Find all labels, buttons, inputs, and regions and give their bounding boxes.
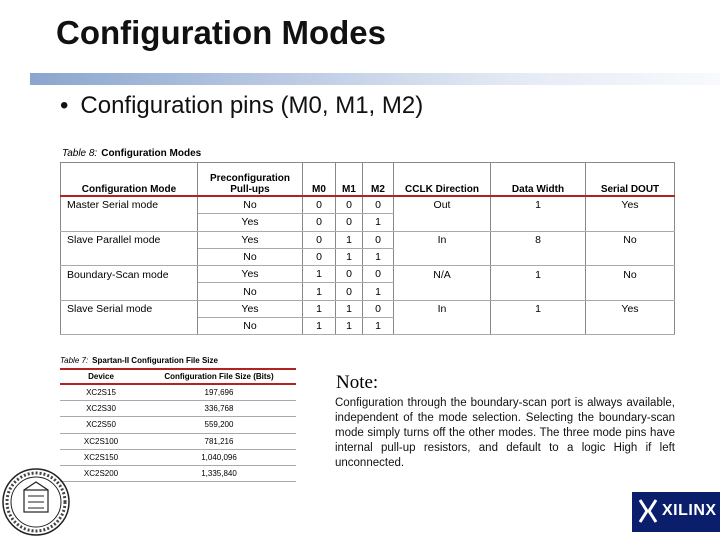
table-cell: XC2S200 (60, 465, 142, 481)
col-header-device: Device (60, 369, 142, 384)
table-cell (586, 248, 675, 265)
table-cell: 0 (336, 283, 363, 300)
table-cell: No (198, 248, 303, 265)
table-cell: 1 (336, 248, 363, 265)
table-cell: XC2S150 (60, 449, 142, 465)
table-cell: Boundary-Scan mode (61, 266, 198, 283)
table-cell: 1 (363, 214, 394, 231)
table-row (60, 433, 296, 449)
table-cell (394, 283, 491, 300)
table-cell: 1 (336, 318, 363, 335)
table-cell: Yes (198, 266, 303, 283)
table-cell (586, 318, 675, 335)
table-cell (491, 283, 586, 300)
table7-caption (60, 356, 218, 365)
table-cell: XC2S15 (60, 384, 142, 401)
table-row (60, 384, 296, 401)
table-row (61, 248, 675, 265)
bullet-pins: M0, M1, M2 (288, 92, 416, 119)
table-row (61, 266, 675, 283)
table-cell: 1 (303, 318, 336, 335)
table-cell: 1 (363, 318, 394, 335)
table-cell: In (394, 300, 491, 317)
col-header-mode: Configuration Mode (61, 163, 198, 197)
table-cell (394, 248, 491, 265)
university-seal-icon (0, 462, 76, 540)
table-cell: In (394, 231, 491, 248)
file-size-table (60, 368, 296, 482)
bullet-marker: • (60, 92, 69, 119)
table-row (61, 231, 675, 248)
table-cell: Yes (586, 196, 675, 214)
table-cell: No (586, 231, 675, 248)
table-cell: 559,200 (142, 417, 296, 433)
table-cell: Yes (198, 214, 303, 231)
note-label: Note: (336, 372, 379, 393)
table-cell: 1 (336, 231, 363, 248)
table-cell: 0 (363, 231, 394, 248)
table-row (61, 196, 675, 214)
table-row (61, 318, 675, 335)
table-cell (586, 283, 675, 300)
table-cell: 1,335,840 (142, 465, 296, 481)
table7-caption-num: Table 7: (60, 356, 89, 365)
table-cell: 0 (336, 266, 363, 283)
table-cell: XC2S30 (60, 401, 142, 417)
table-cell: Yes (586, 300, 675, 317)
table-cell: 197,696 (142, 384, 296, 401)
table-cell: No (198, 283, 303, 300)
table-cell: 1 (303, 300, 336, 317)
table-cell (491, 248, 586, 265)
table-cell (491, 214, 586, 231)
note-text: Configuration through the boundary-scan port is always available, independent of the mode selection. Selecting the boundary-scan mode simply turns off the other modes. The three mode pins have internal pull-up resistors, and default to a logic High if left unconnected. (335, 397, 675, 469)
table8-caption (62, 148, 201, 159)
table-cell: 0 (303, 248, 336, 265)
table-header-row (60, 369, 296, 384)
table-cell (61, 283, 198, 300)
table-row (61, 214, 675, 231)
table-cell (394, 214, 491, 231)
table-cell (394, 318, 491, 335)
table-cell (61, 318, 198, 335)
table-cell: 1 (303, 266, 336, 283)
table-cell (61, 214, 198, 231)
slide-title: Configuration Modes (56, 14, 386, 51)
table-row (60, 417, 296, 433)
table-cell: 0 (363, 300, 394, 317)
col-header-size: Configuration File Size (Bits) (142, 369, 296, 384)
col-header-pullups: Preconfiguration Pull-ups (198, 163, 303, 197)
table-cell (61, 248, 198, 265)
table-cell: Yes (198, 300, 303, 317)
table-cell: 1 (363, 248, 394, 265)
table-cell: XC2S100 (60, 433, 142, 449)
table-cell: 0 (336, 196, 363, 214)
bullet-item (60, 92, 423, 120)
table-cell: 1 (491, 266, 586, 283)
table-cell: XC2S50 (60, 417, 142, 433)
table-cell: Master Serial mode (61, 196, 198, 214)
table-cell: 0 (336, 214, 363, 231)
table-row (60, 449, 296, 465)
table8-caption-num: Table 8: (62, 148, 98, 159)
bullet-prefix: Configuration pins ( (80, 92, 289, 119)
table-cell: 0 (303, 196, 336, 214)
table-header-row (61, 163, 675, 197)
bullet-suffix: ) (415, 92, 424, 119)
col-header-m1: M1 (336, 163, 363, 197)
table7-caption-text: Spartan-II Configuration File Size (92, 356, 218, 365)
table-cell: Slave Parallel mode (61, 231, 198, 248)
table-cell: 1 (336, 300, 363, 317)
table-cell (586, 214, 675, 231)
table-row (60, 401, 296, 417)
table-cell: No (586, 266, 675, 283)
xilinx-logo (632, 492, 720, 532)
table-cell: Yes (198, 231, 303, 248)
xilinx-x-icon (638, 498, 658, 524)
configuration-modes-table (60, 162, 675, 335)
table-row (60, 465, 296, 481)
table-cell (491, 318, 586, 335)
col-header-width: Data Width (491, 163, 586, 197)
table-cell: 336,768 (142, 401, 296, 417)
table-cell: 0 (303, 214, 336, 231)
table-cell: 1 (303, 283, 336, 300)
logo-text: XILINX (662, 502, 717, 519)
col-header-dout: Serial DOUT (586, 163, 675, 197)
table-cell: 1 (491, 196, 586, 214)
table-cell: 1 (363, 283, 394, 300)
col-header-m2: M2 (363, 163, 394, 197)
table8-caption-text: Configuration Modes (101, 148, 202, 159)
table-cell: No (198, 318, 303, 335)
table-row (61, 283, 675, 300)
title-underline-bar (30, 73, 720, 85)
table-cell: 0 (363, 196, 394, 214)
table-cell: Slave Serial mode (61, 300, 198, 317)
table-cell: No (198, 196, 303, 214)
table-cell: 1 (491, 300, 586, 317)
table-cell: 0 (303, 231, 336, 248)
table-cell: 8 (491, 231, 586, 248)
col-header-m0: M0 (303, 163, 336, 197)
table-cell: Out (394, 196, 491, 214)
table-cell: 0 (363, 266, 394, 283)
col-header-cclk: CCLK Direction (394, 163, 491, 197)
table-cell: N/A (394, 266, 491, 283)
table-cell: 1,040,096 (142, 449, 296, 465)
table-row (61, 300, 675, 317)
table-cell: 781,216 (142, 433, 296, 449)
